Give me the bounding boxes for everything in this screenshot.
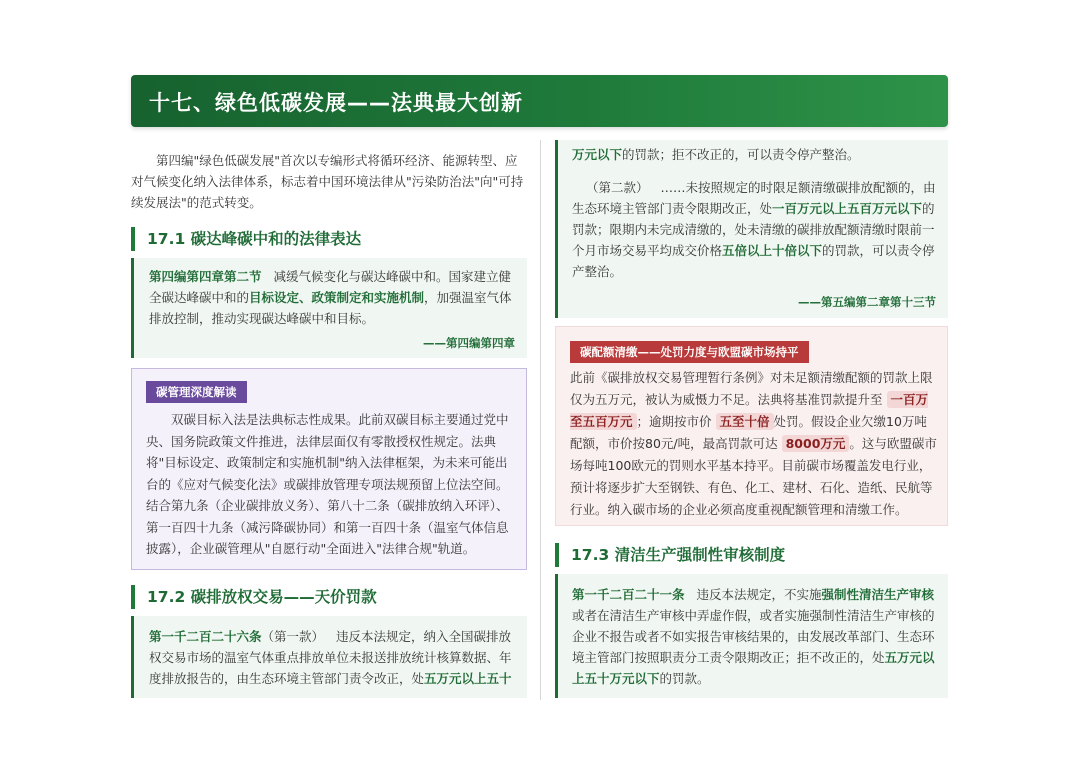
title-banner xyxy=(131,75,948,127)
law-highlight: 目标设定、政策制定和实施机制 xyxy=(249,290,425,305)
column-divider xyxy=(540,140,541,700)
page-title: 十七、绿色低碳发展——法典最大创新 xyxy=(149,91,523,115)
law-quote-continued xyxy=(555,140,948,318)
law-text: ，加强温室气体排放控制，推动实现碳达峰碳中和目标。 xyxy=(149,290,512,326)
law-article-ref: 第一千二百二十一条 xyxy=(572,587,685,602)
penalty-text-part: ；逾期按市价 xyxy=(636,414,712,429)
penalty-max-highlight: 8000万元 xyxy=(782,435,850,452)
section-heading-17-3: 17.3 清洁生产强制性审核制度 xyxy=(555,543,785,567)
law-highlight: 一百万元以上五百万元以下 xyxy=(772,201,923,216)
penalty-text-part: 。这与欧盟碳市场每吨100欧元的罚则水平基本持平。目前碳市场覆盖发电行业，预计将逐步扩大至钢铁、有色、化工、建材、石化、造纸、民航等行业。纳入碳市场的企业必须高度重视配额管理和清缴工作。 xyxy=(570,436,937,517)
penalty-amount-highlight: 一百万至五百万元 xyxy=(570,392,929,429)
law-text: 的罚款，可以责令停产整治。 xyxy=(572,243,935,279)
law-source: ——第五编第二章第十三节 xyxy=(798,295,936,309)
law-text: 的罚款。 xyxy=(659,671,710,686)
insight-text: 双碳目标入法是法典标志性成果。此前双碳目标主要通过党中央、国务院政策文件推进，法律层面仅有零散授权性规定。法典将"目标设定、政策制定和实施机制"纳入法律框架，为未来可能出台的《应对气候变化法》或碳排放管理专项法规预留上位法空间。结合第九条（企业碳排放义务）、第八十二条（碳排放纳入环评）、第一百四十九条（减污降碳协同）和第一百四十条（温室气体信息披露），企业碳管理从"自愿行动"全面进入"法律合规"轨道。 xyxy=(146,412,509,556)
insight-tag: 碳管理深度解读 xyxy=(146,381,247,403)
penalty-multiplier-highlight: 五至十倍 xyxy=(716,413,774,430)
penalty-text xyxy=(570,367,938,521)
law-text: ……未按照规定的时限足额清缴碳排放配额的，由生态环境主管部门责令限期改正，处 xyxy=(572,180,936,216)
penalty-tag: 碳配额清缴——处罚力度与欧盟碳市场持平 xyxy=(570,341,809,363)
intro-paragraph: 第四编"绿色低碳发展"首次以专编形式将循环经济、能源转型、应对气候变化纳入法律体系，标志着中国环境法律从"污染防治法"向"可持续发展法"的范式转变。 xyxy=(131,153,524,210)
section-heading-17-2: 17.2 碳排放权交易——天价罚款 xyxy=(131,585,377,609)
law-highlight: 强制性清洁生产审核 xyxy=(821,587,934,602)
law-quote-17-3 xyxy=(555,574,948,698)
law-highlight: 万元以下 xyxy=(572,147,623,162)
insight-box xyxy=(131,368,527,570)
section-heading-17-1: 17.1 碳达峰碳中和的法律表达 xyxy=(131,227,361,251)
law-clause: （第二款） xyxy=(586,180,649,195)
law-text: 的罚款；限期内未完成清缴的，处未清缴的碳排放配额清缴时限前一个月市场交易平均成交价格 xyxy=(572,201,935,258)
law-quote-17-2 xyxy=(131,616,527,698)
law-article-ref: 第一千二百二十六条 xyxy=(149,629,262,644)
law-article-ref: 第四编第四章第二节 xyxy=(149,269,262,284)
law-text: 减缓气候变化与碳达峰碳中和。国家建立健全碳达峰碳中和的 xyxy=(149,269,511,305)
law-source: ——第四编第四章 xyxy=(423,336,515,350)
law-text: 的罚款；拒不改正的，可以责令停产整治。 xyxy=(622,147,860,162)
law-clause: （第一款） xyxy=(261,629,325,644)
law-highlight: 五万元以上五十 xyxy=(424,671,512,686)
law-text: 违反本法规定，不实施 xyxy=(696,587,822,602)
penalty-analysis-box xyxy=(555,326,948,526)
law-quote-17-1 xyxy=(131,258,527,358)
penalty-text-part: 处罚。假设企业欠缴10万吨配额，市价按80元/吨，最高罚款可达 xyxy=(570,414,927,451)
law-highlight: 五万元以上五十万元以下 xyxy=(572,650,935,686)
law-text: 违反本法规定，纳入全国碳排放权交易市场的温室气体重点排放单位未报送排放统计核算数据、年度排放报告的，由生态环境主管部门责令改正，处 xyxy=(149,629,512,686)
law-text: 或者在清洁生产审核中弄虚作假，或者实施强制性清洁生产审核的企业不报告或者不如实报告审核结果的，由发展改革部门、生态环境主管部门按照职责分工责令限期改正；拒不改正的，处 xyxy=(572,608,935,665)
law-highlight: 五倍以上十倍以下 xyxy=(722,243,823,258)
penalty-text-part: 此前《碳排放权交易管理暂行条例》对未足额清缴配额的罚款上限仅为五万元，被认为威慑力不足。法典将基准罚款提升至 xyxy=(570,370,933,407)
